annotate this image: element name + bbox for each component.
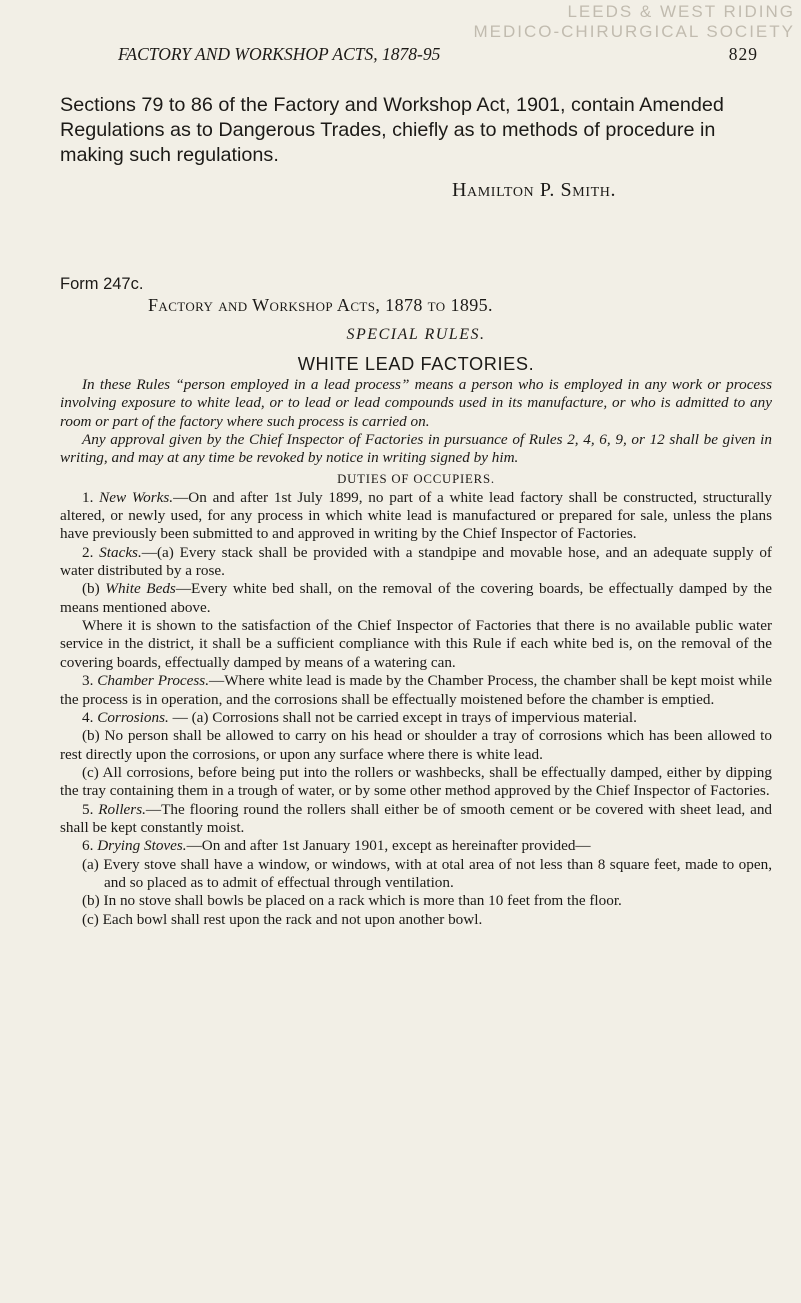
rule-2-proviso: Where it is shown to the satisfaction of the Chief Inspector of Factories that there is no available public water service in the district, it shall be a sufficient compliance with this Rule if each white bed is, on the removal of the covering boards, effectually damped by means of a watering can. — [60, 617, 772, 671]
rule-5 — [60, 801, 772, 838]
white-lead-heading: WHITE LEAD FACTORIES. — [297, 354, 535, 374]
intro-paragraph: Sections 79 to 86 of the Factory and Workshop Act, 1901, contain Amended Regulations as to Dangerous Trades, chiefly as to methods of procedure in making such regulations. — [60, 94, 724, 166]
rule-title: Drying Stoves. — [97, 837, 187, 855]
library-stamp — [455, 2, 795, 42]
running-head-title: FACTORY AND WORKSHOP ACTS, 1878-95 — [118, 44, 441, 64]
rule-dash: — — [168, 708, 192, 726]
rule-2 — [60, 544, 772, 581]
clause-label: (a) — [191, 708, 209, 726]
rule-3 — [60, 672, 772, 709]
signature: Hamilton P. Smith. — [452, 179, 617, 201]
clause-label: (c) — [82, 910, 99, 928]
clause-label: (b) — [82, 580, 100, 598]
special-rules-document — [60, 274, 772, 929]
rule-number: 2. — [82, 543, 94, 561]
form-number: Form 247c. — [60, 275, 144, 293]
rule-number: 4. — [82, 708, 94, 726]
running-head — [118, 44, 758, 66]
rule-title: New Works. — [99, 488, 174, 506]
rule-title: Chamber Process. — [97, 672, 210, 690]
list-item — [82, 911, 772, 929]
stamp-line-2: MEDICO-CHIRURGICAL SOCIETY — [473, 22, 795, 41]
rule-6 — [60, 837, 772, 855]
rule-text: —Where white lead is made by the Chamber Process, the chamber shall be kept moist while the process is in operation, and the corrosions shall be effectually moistened before the chamber is emptied. — [60, 672, 773, 708]
clause-label: (a) — [82, 855, 99, 873]
clause-label: (b) — [82, 892, 100, 910]
clause-text: Corrosions shall not be carried except in trays of impervious material. — [208, 708, 637, 726]
rule-title: Corrosions. — [97, 708, 169, 726]
rule-2-b — [60, 580, 772, 617]
clause-title: White Beds — [105, 580, 176, 598]
clause-text: In no stove shall bowls be placed on a rack which is more than 10 feet from the floor. — [99, 892, 622, 910]
clause-text: No person shall be allowed to carry on his head or shoulder a tray of corrosions which has been allowed to rest directly upon the corrosions, or upon any surface where there is white lead. — [60, 727, 772, 763]
rule-number: 6. — [82, 837, 94, 855]
rule-dash: — — [141, 543, 157, 561]
rule-6-clauses — [82, 856, 772, 929]
form-title: Factory and Workshop Acts, 1878 to 1895. — [148, 295, 493, 315]
rule-title: Rollers. — [98, 800, 146, 818]
rule-4-c — [60, 764, 772, 801]
clause-text: All corrosions, before being put into the rollers or washbecks, shall be effectually damped, either by dipping the tray containing them in a trough of water, or by some other method approved by the Chief Inspector of Factories. — [60, 763, 772, 800]
clause-label: (a) — [156, 543, 174, 561]
rule-number: 1. — [82, 488, 94, 506]
page-number: 829 — [728, 44, 758, 64]
rule-1 — [60, 489, 772, 544]
list-item — [82, 892, 772, 910]
rule-4 — [60, 709, 772, 727]
clause-text: Every stove shall have a window, or windows, with at otal area of not less than 8 square feet, made to open, and so placed as to admit of effectual through ventilation. — [98, 855, 772, 891]
rule-number: 5. — [82, 800, 94, 818]
rule-text: —On and after 1st July 1899, no part of a white lead factory shall be constructed, structurally altered, or newly used, for any process in which white lead is manufactured or prepared for sale, unless the plans have previously been submitted to and approved in writing by the Chief Inspector of Factories. — [60, 488, 772, 543]
rule-4-b — [60, 727, 772, 764]
clause-text: Each bowl shall rest upon the rack and not upon another bowl. — [98, 910, 483, 928]
rule-text: —The flooring round the rollers shall either be of smooth cement or be covered with sheet lead, and shall be kept constantly moist. — [60, 800, 773, 836]
special-rules-heading: SPECIAL RULES. — [346, 326, 486, 343]
clause-text: —Every white bed shall, on the removal of the covering boards, be effectually damped by the means mentioned above. — [60, 580, 772, 616]
rule-title: Stacks. — [99, 543, 142, 561]
clause-label: (c) — [82, 763, 99, 781]
stamp-line-1: LEEDS & WEST RIDING — [567, 2, 795, 21]
rule-number: 3. — [82, 672, 94, 690]
clause-text: Every stack shall be provided with a standpipe and movable hose, and an adequate supply of water distributed by a rose. — [60, 543, 772, 580]
list-item — [82, 856, 772, 893]
approval-paragraph: Any approval given by the Chief Inspector of Factories in pursuance of Rules 2, 4, 6, 9, or 12 shall be given in writing, and may at any time be revoked by notice in writing signed by him. — [60, 431, 772, 467]
rule-text: —On and after 1st January 1901, except as hereinafter provided— — [186, 837, 591, 855]
definition-paragraph: In these Rules “person employed in a lead process” means a person who is employed in any work or process involving exposure to white lead, or to lead or lead compounds used in its manufacture, or who is admitted to any room or part of the factory where such process is carried on. — [60, 376, 772, 430]
duties-heading: DUTIES OF OCCUPIERS. — [337, 471, 495, 486]
clause-label: (b) — [82, 727, 100, 745]
